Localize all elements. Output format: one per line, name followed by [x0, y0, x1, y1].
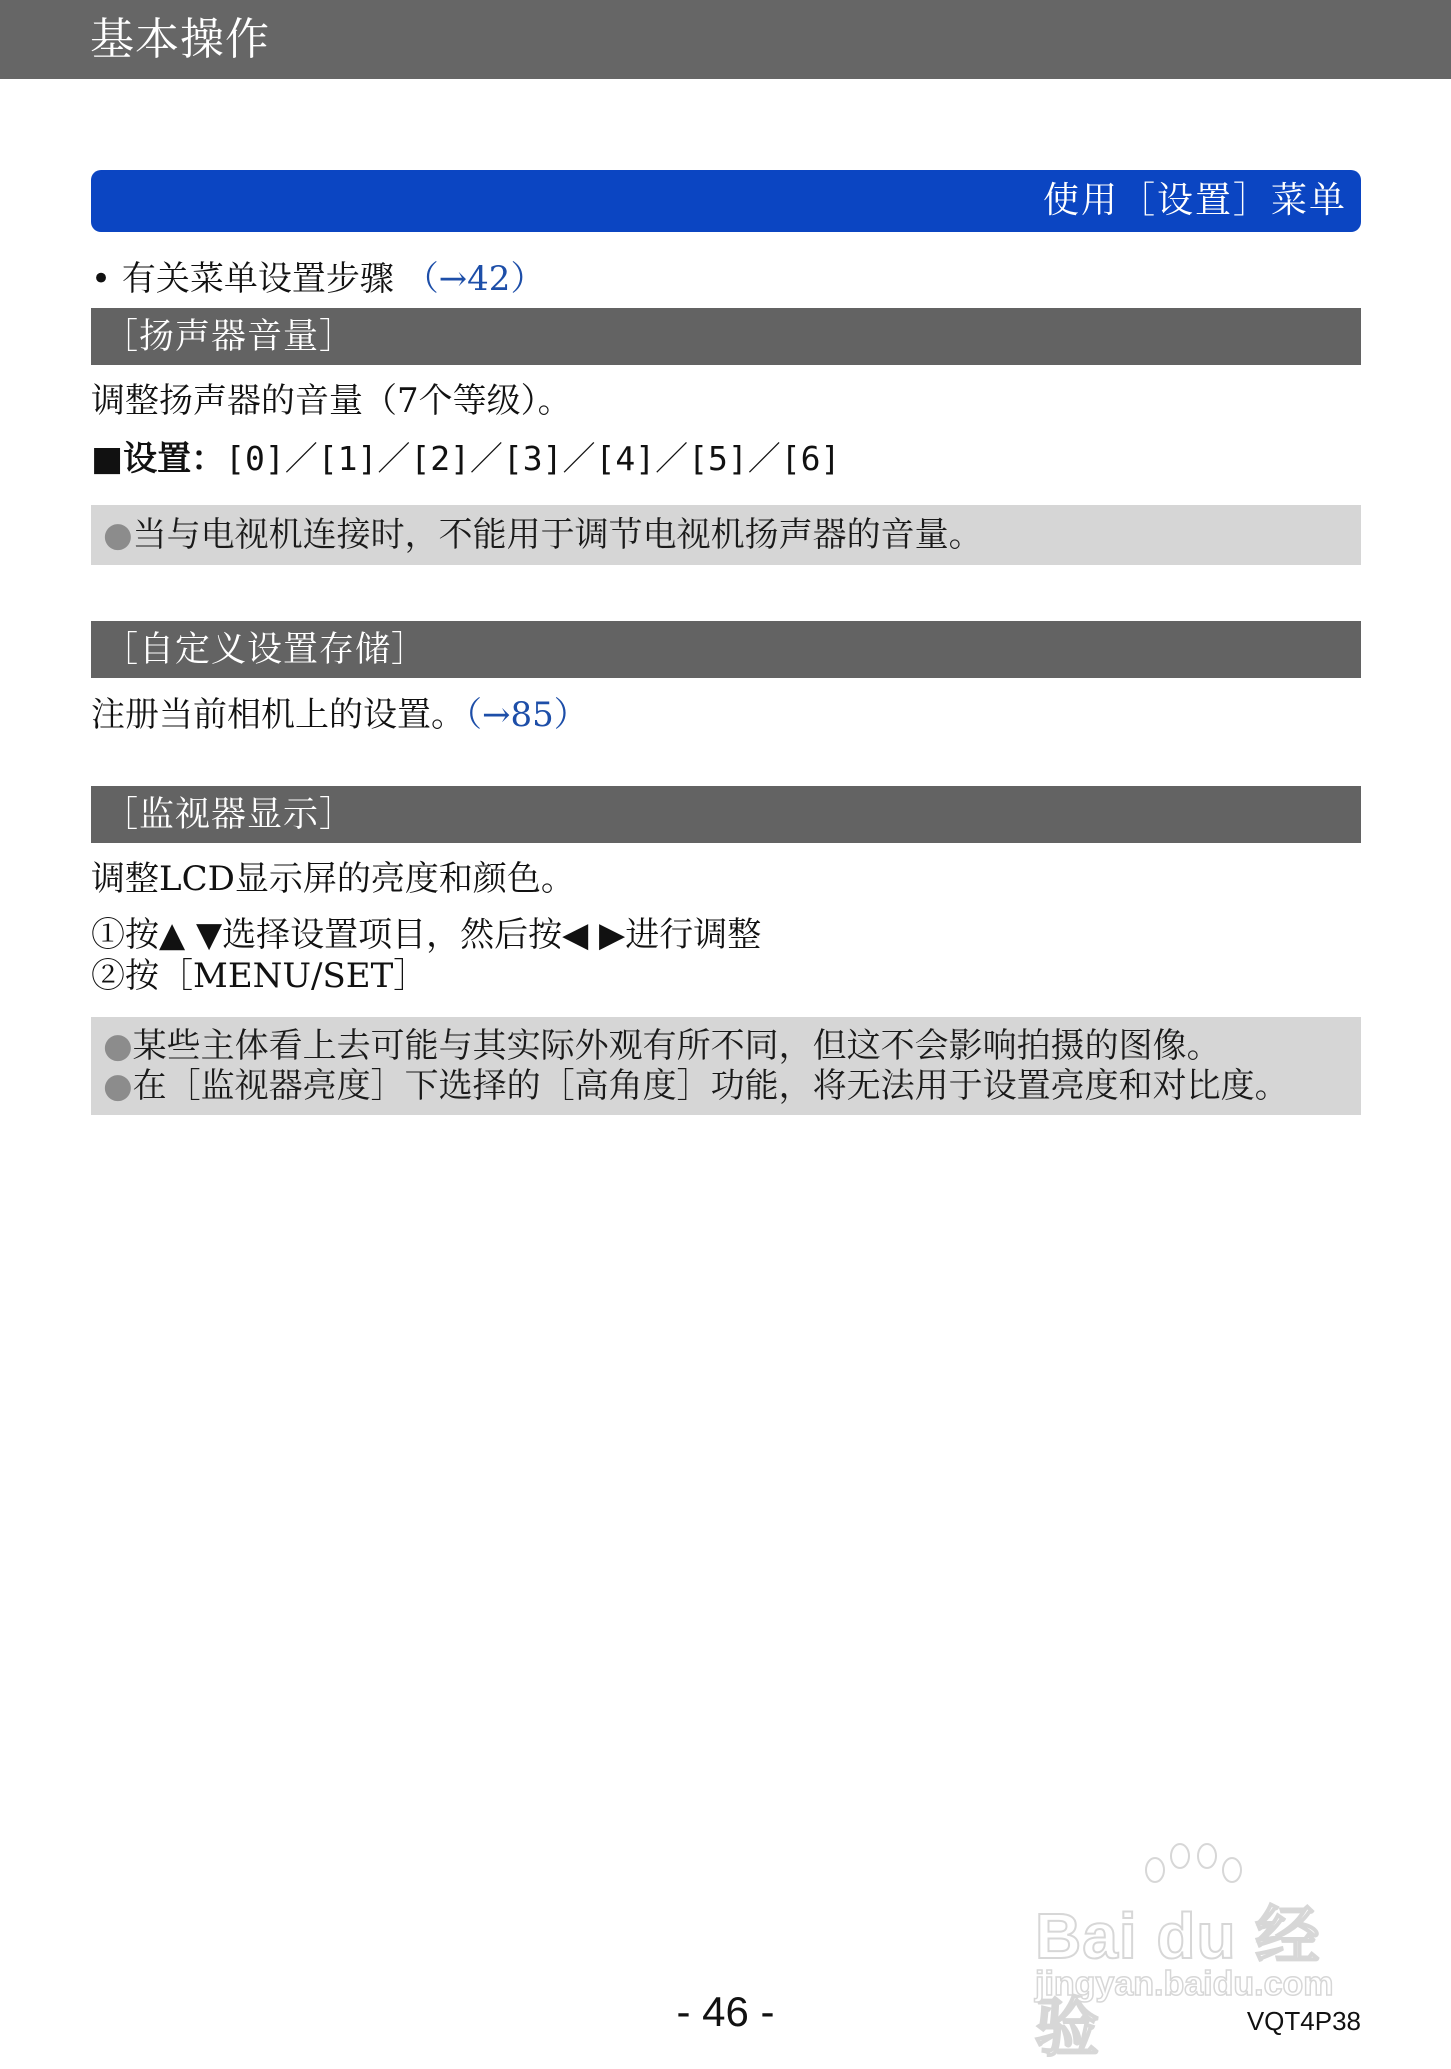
speaker-note-box — [91, 505, 1361, 565]
intro-bullet: • — [91, 259, 112, 299]
note-bullet: ● — [103, 1026, 133, 1066]
custom-set-heading — [91, 621, 1361, 678]
menu-banner — [91, 170, 1361, 232]
watermark-url: jingyan.baidu.com — [1035, 1965, 1334, 2003]
watermark-brand: Bai du 经验 — [1035, 1900, 1321, 2064]
monitor-display-description: 调整LCD显示屏的亮度和颜色。 — [91, 859, 575, 899]
speaker-volume-heading — [91, 308, 1361, 365]
speaker-volume-settings — [91, 438, 840, 480]
intro-page-link[interactable]: （→42） — [404, 259, 545, 299]
speaker-volume-description: 调整扬声器的音量（7个等级）。 — [91, 381, 572, 421]
monitor-display-heading-text: ［监视器显示］ — [103, 795, 356, 835]
monitor-note-text: 在［监视器亮度］下选择的［高角度］功能，将无法用于设置亮度和对比度。 — [132, 1066, 1289, 1106]
custom-set-description — [91, 694, 588, 736]
monitor-step-1: ①按▲ ▼选择设置项目，然后按◀ ▶进行调整 — [91, 915, 762, 955]
note-bullet: ● — [103, 1066, 133, 1106]
custom-set-heading-text: ［自定义设置存储］ — [103, 630, 428, 670]
monitor-note — [103, 1066, 1289, 1106]
note-bullet: ● — [103, 515, 133, 555]
speaker-volume-heading-text: ［扬声器音量］ — [103, 317, 356, 357]
intro-line — [91, 258, 544, 300]
monitor-notes-box — [91, 1017, 1361, 1115]
speaker-note-text: 当与电视机连接时，不能用于调节电视机扬声器的音量。 — [132, 515, 983, 555]
monitor-note-text: 某些主体看上去可能与其实际外观有所不同，但这不会影响拍摄的图像。 — [132, 1026, 1221, 1066]
monitor-display-heading — [91, 786, 1361, 843]
page-section-title: 基本操作 — [90, 14, 270, 65]
intro-text: 有关菜单设置步骤 — [121, 259, 394, 299]
custom-set-page-link[interactable]: （→85） — [465, 695, 588, 735]
speaker-note — [103, 515, 983, 555]
monitor-note — [103, 1026, 1221, 1066]
custom-set-description-text: 注册当前相机上的设置。 — [91, 695, 465, 735]
menu-banner-title: 使用［设置］菜单 — [1042, 180, 1347, 221]
monitor-step-2: ②按［MENU/SET］ — [91, 956, 428, 996]
model-code: VQT4P38 — [1246, 2006, 1361, 2036]
settings-values: [0]／[1]／[2]／[3]／[4]／[5]／[6] — [225, 439, 841, 478]
page-number: - 46 - — [676, 1988, 775, 2035]
settings-label: ■设置： — [91, 439, 226, 479]
header-bar — [0, 0, 1451, 79]
